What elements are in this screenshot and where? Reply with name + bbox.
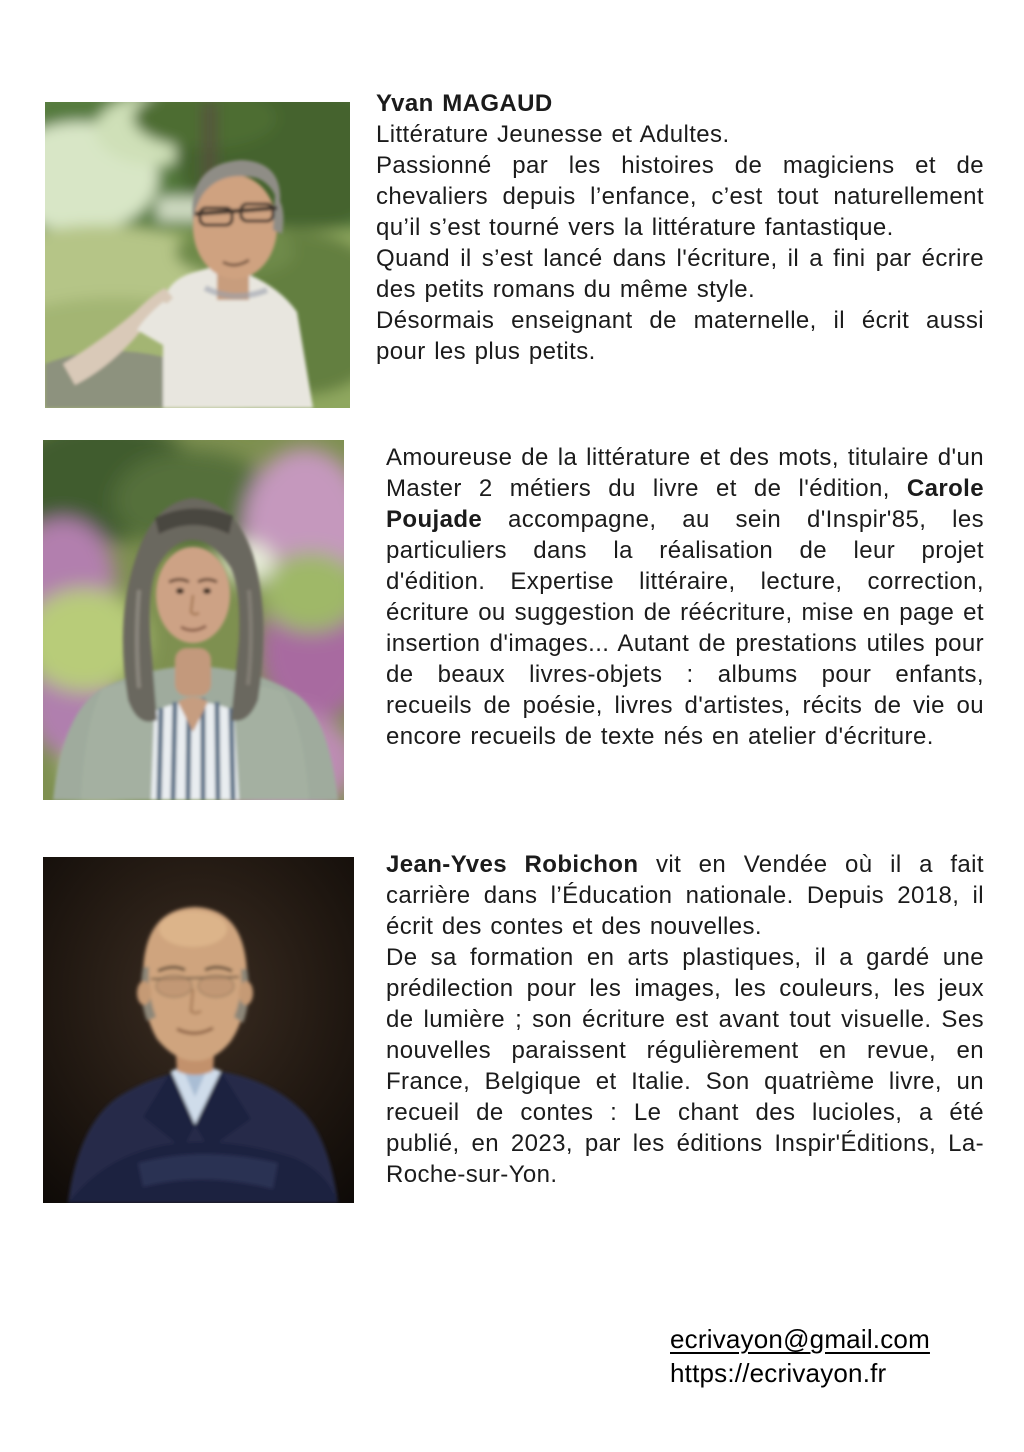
bio-text-post: accompagne, au sein d'Inspir'85, les particuliers dans la réalisation de leur projet d'édition. Expertise littéraire, lecture, correction, écriture ou suggestion de réécriture, mise en page et insertion d'images... Autant de prestations utiles pour de beaux livres-objets : albums pour enfants, recueils de poésie, livres d'artistes, récits de vie ou encore recueils de texte nés en atelier d'écriture. — [386, 506, 984, 750]
bio-paragraph — [386, 442, 984, 752]
bio-paragraph: De sa formation en arts plastiques, il a gardé une prédilection pour les images, les couleurs, les jeux de lumière ; son écriture est avant tout visuelle. Ses nouvelles paraissent régulièrement en revue, en France, Belgique et Italie. Son quatrième livre, un recueil de contes : Le chant des lucioles, a été publié, en 2023, par les éditions Inspir'Éditions, La-Roche-sur-Yon. — [386, 944, 984, 1188]
bio-paragraph — [386, 849, 984, 942]
author-name: Jean-Yves Robichon — [386, 851, 639, 878]
bio-text-pre: Amoureuse de la littérature et des mots, titulaire d'un Master 2 métiers du livre et de l'édition, — [386, 444, 984, 502]
author-photo-carole — [43, 440, 344, 800]
author-name: Carole Poujade — [386, 475, 984, 533]
author-photo-yvan — [45, 102, 350, 408]
bio-text-post: vit en Vendée où il a fait carrière dans l’Éducation nationale. Depuis 2018, il écrit des contes et des nouvelles. — [386, 851, 984, 940]
website-url: https://ecrivayon.fr — [670, 1358, 887, 1388]
author-subtitle: Littérature Jeunesse et Adultes. — [376, 121, 730, 148]
author-name-line — [376, 88, 984, 119]
author-bio-carole — [386, 442, 984, 752]
outdoor-portrait-illustration — [45, 102, 350, 408]
email-link[interactable]: ecrivayon@gmail.com — [670, 1324, 930, 1354]
author-name: Yvan MAGAUD — [376, 90, 553, 117]
author-photo-jean-yves — [43, 857, 354, 1203]
garden-portrait-illustration — [43, 440, 344, 800]
contact-footer — [670, 1322, 930, 1390]
bio-paragraph: Désormais enseignant de maternelle, il écrit aussi pour les plus petits. — [376, 307, 984, 365]
author-bio-yvan — [376, 88, 984, 367]
bio-paragraph: Quand il s’est lancé dans l'écriture, il a fini par écrire des petits romans du même style. — [376, 245, 984, 303]
author-bio-jean-yves — [386, 849, 984, 1190]
bio-paragraph: Passionné par les histoires de magiciens et de chevaliers depuis l’enfance, c’est tout naturellement qu’il s’est tourné vers la littérature fantastique. — [376, 152, 984, 241]
studio-portrait-illustration — [43, 857, 354, 1203]
